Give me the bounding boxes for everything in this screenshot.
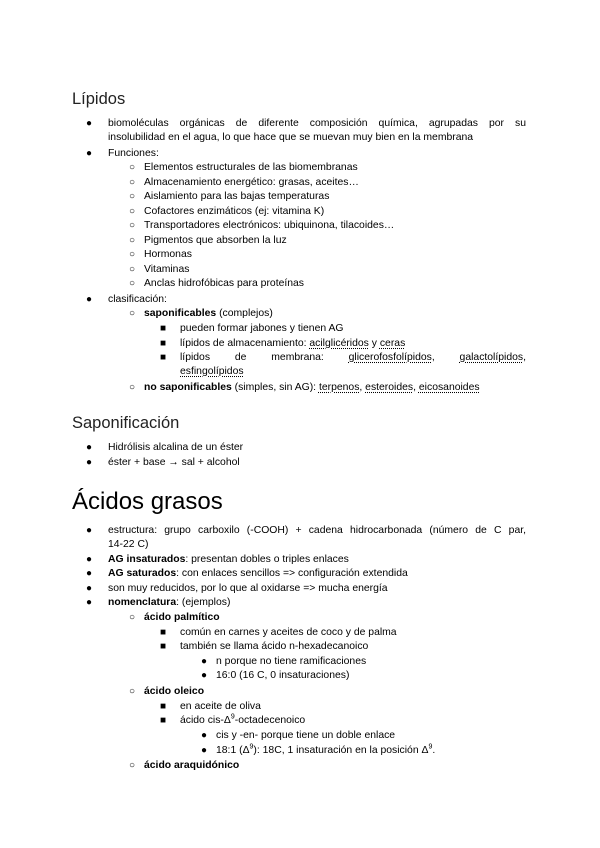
bullet-disc-icon: ● <box>200 670 208 681</box>
saponificables-sub-item-cont <box>180 365 244 379</box>
lipidos-definition-line2: insolubilidad en el agua, lo que hace que se muevan muy bien en la membrana <box>108 132 474 143</box>
bullet-square-icon: ■ <box>159 352 167 363</box>
funcion-item: Aislamiento para las bajas temperaturas <box>144 191 330 202</box>
saponificables-rest: (complejos) <box>216 308 273 319</box>
separator: , <box>413 382 419 393</box>
funcion-item: Cofactores enzimáticos (ej: vitamina K) <box>144 206 325 217</box>
bullet-circle-icon: ○ <box>128 308 136 319</box>
bullet-disc-icon: ● <box>85 148 93 159</box>
bullet-circle-icon: ○ <box>128 249 136 260</box>
bullet-circle-icon: ○ <box>128 162 136 173</box>
acilgliceridos-link[interactable]: acilglicéridos <box>309 338 369 349</box>
heading-acidos-grasos: Ácidos grasos <box>72 488 223 515</box>
funcion-item: Elementos estructurales de las biomembranas <box>144 162 358 173</box>
ag-saturados-item <box>108 567 408 581</box>
esfingolipidos-link[interactable]: esfingolípidos <box>180 366 244 377</box>
bullet-circle-icon: ○ <box>128 191 136 202</box>
glicerofosfolipidos-link[interactable]: glicerofosfolípidos <box>348 352 432 363</box>
oleico-detail <box>216 744 435 758</box>
saponificacion-item: Hidrólisis alcalina de un éster <box>108 442 244 453</box>
ag-insaturados-item <box>108 553 349 567</box>
palmitico-sub-item: también se llama ácido n-hexadecanoico <box>180 641 369 652</box>
separator: , <box>359 382 366 393</box>
word: membrana: <box>271 352 324 363</box>
nomenclatura-rest: : (ejemplos) <box>176 597 231 608</box>
terpenos-link[interactable]: terpenos <box>318 382 360 393</box>
text: . <box>432 745 436 756</box>
oleico-sub-item: en aceite de oliva <box>180 701 261 712</box>
text: ácido cis-Δ <box>180 715 231 726</box>
funcion-item: Almacenamiento energético: grasas, aceites… <box>144 177 359 188</box>
superscript: 9 <box>249 743 254 751</box>
estructura-line1: estructura: grupo carboxilo (-COOH) + cadena hidrocarbonada (número de C par, <box>108 525 526 536</box>
no-saponificables-item <box>144 381 480 395</box>
ag-insaturados-term: AG insaturados <box>108 554 186 565</box>
heading-lipidos: Lípidos <box>72 90 126 108</box>
bullet-circle-icon: ○ <box>128 686 136 697</box>
eicosanoides-link[interactable]: eicosanoides <box>418 382 480 393</box>
galactolipidos-link[interactable]: galactolípidos <box>459 352 524 363</box>
conjunction: y <box>368 338 380 349</box>
bullet-disc-icon: ● <box>85 583 93 594</box>
no-saponificables-rest: (simples, sin AG): <box>231 382 319 393</box>
ag-insaturados-rest: : presentan dobles o triples enlaces <box>185 554 349 565</box>
bullet-disc-icon: ● <box>200 745 208 756</box>
word: de <box>234 352 247 363</box>
acido-oleico-heading: ácido oleico <box>144 686 205 697</box>
word: lípidos <box>180 352 211 363</box>
oleico-sub-item <box>180 714 305 728</box>
text: ): 18C, 1 insaturación en la posición Δ <box>253 745 429 756</box>
saponificables-sub-item <box>180 337 405 351</box>
bullet-disc-icon: ● <box>85 294 93 305</box>
funcion-item: Anclas hidrofóbicas para proteínas <box>144 278 304 289</box>
bullet-disc-icon: ● <box>200 656 208 667</box>
ag-saturados-rest: : con enlaces sencillos => configuración extendida <box>176 568 408 579</box>
bullet-square-icon: ■ <box>159 715 167 726</box>
bullet-circle-icon: ○ <box>128 612 136 623</box>
lipidos-definition-line1: biomoléculas orgánicas de diferente composición química, agrupadas por su <box>108 118 526 129</box>
bullet-circle-icon: ○ <box>128 177 136 188</box>
funciones-label: Funciones: <box>108 148 159 159</box>
oleico-detail: cis y -en- porque tiene un doble enlace <box>216 730 396 741</box>
bullet-disc-icon: ● <box>85 525 93 536</box>
saponificables-sub-item <box>180 351 526 365</box>
bullet-disc-icon: ● <box>85 442 93 453</box>
bullet-disc-icon: ● <box>85 457 93 468</box>
bullet-square-icon: ■ <box>159 627 167 638</box>
saponificables-term: saponificables <box>144 308 217 319</box>
clasificacion-label: clasificación: <box>108 294 167 305</box>
bullet-disc-icon: ● <box>85 554 93 565</box>
text: 18:1 (Δ <box>216 745 250 756</box>
bullet-square-icon: ■ <box>159 641 167 652</box>
comma: , <box>431 352 435 363</box>
bullet-disc-icon: ● <box>85 568 93 579</box>
bullet-square-icon: ■ <box>159 701 167 712</box>
heading-saponificacion: Saponificación <box>72 414 180 432</box>
superscript: 9 <box>230 713 235 721</box>
funcion-item: Hormonas <box>144 249 192 260</box>
bullet-disc-icon: ● <box>85 118 93 129</box>
esteroides-link[interactable]: esteroides <box>365 382 414 393</box>
ceras-link[interactable]: ceras <box>379 338 406 349</box>
nomenclatura-term: nomenclatura <box>108 597 177 608</box>
ag-saturados-term: AG saturados <box>108 568 177 579</box>
comma: , <box>523 352 526 363</box>
bullet-circle-icon: ○ <box>128 235 136 246</box>
saponificables-item <box>144 307 273 321</box>
almacenamiento-label: lípidos de almacenamiento: <box>180 338 310 349</box>
saponificacion-item: éster + base → sal + alcohol <box>108 457 240 468</box>
bullet-square-icon: ■ <box>159 338 167 349</box>
bullet-circle-icon: ○ <box>128 382 136 393</box>
funcion-item: Pigmentos que absorben la luz <box>144 235 287 246</box>
bullet-circle-icon: ○ <box>128 278 136 289</box>
bullet-circle-icon: ○ <box>128 220 136 231</box>
palmitico-detail: n porque no tiene ramificaciones <box>216 656 367 667</box>
bullet-circle-icon: ○ <box>128 264 136 275</box>
superscript: 9 <box>428 743 433 751</box>
bullet-square-icon: ■ <box>159 323 167 334</box>
bullet-circle-icon: ○ <box>128 206 136 217</box>
no-saponificables-term: no saponificables <box>144 382 232 393</box>
nomenclatura-item <box>108 596 230 610</box>
text: -octadecenoico <box>234 715 306 726</box>
bullet-circle-icon: ○ <box>128 760 136 771</box>
acido-palmitico-heading: ácido palmítico <box>144 612 220 623</box>
palmitico-detail: 16:0 (16 C, 0 insaturaciones) <box>216 670 350 681</box>
bullet-disc-icon: ● <box>200 730 208 741</box>
estructura-line2: 14-22 C) <box>108 539 149 550</box>
bullet-disc-icon: ● <box>85 597 93 608</box>
palmitico-sub-item: común en carnes y aceites de coco y de palma <box>180 627 397 638</box>
funcion-item: Transportadores electrónicos: ubiquinona, tilacoides… <box>144 220 395 231</box>
saponificables-sub-item: pueden formar jabones y tienen AG <box>180 323 344 334</box>
reducidos-item: son muy reducidos, por lo que al oxidarse => mucha energía <box>108 583 388 594</box>
funcion-item: Vitaminas <box>144 264 190 275</box>
acido-araquidonico-heading: ácido araquidónico <box>144 760 240 771</box>
